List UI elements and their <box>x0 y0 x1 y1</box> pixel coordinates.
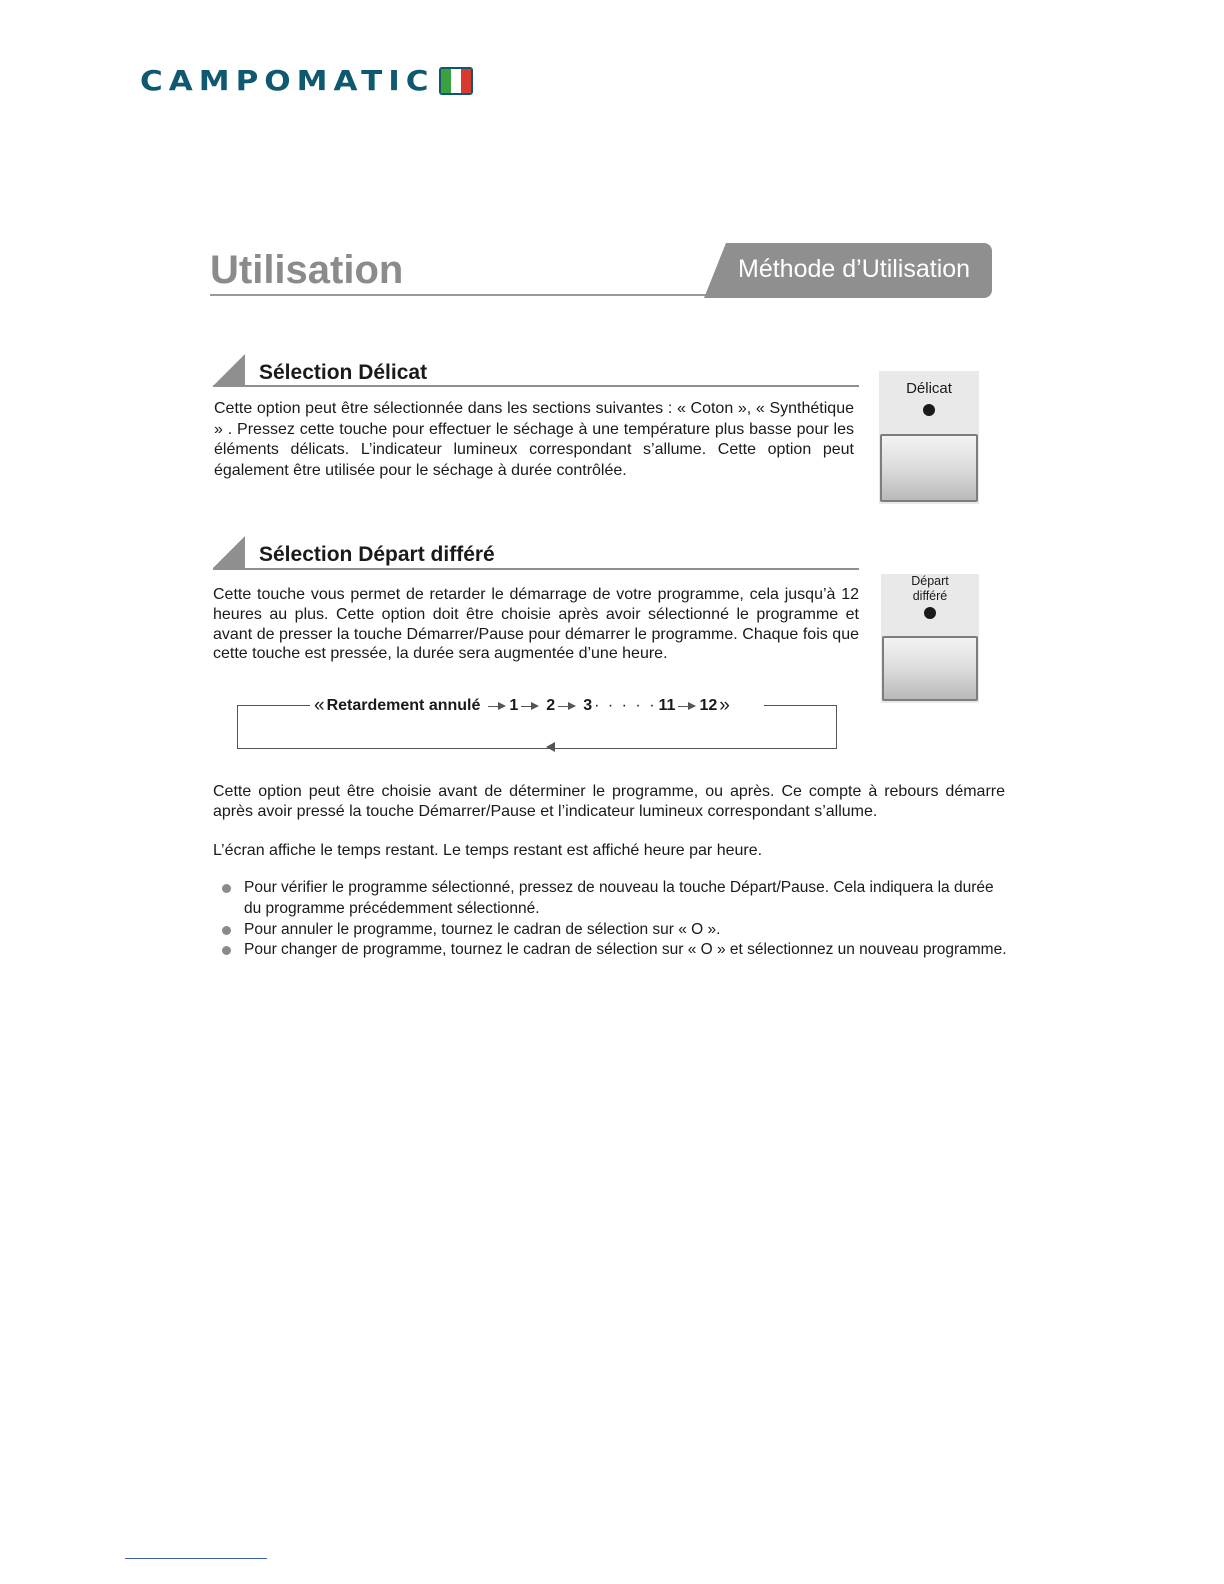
arrow-right-icon <box>678 702 696 710</box>
remaining-time-paragraph: L’écran affiche le temps restant. Le temps restant est affiché heure par heure. <box>213 842 763 859</box>
depart-differe-indicator-light <box>924 607 936 619</box>
sequence-close-quote: » <box>719 695 730 716</box>
delicat-indicator-light <box>923 404 935 416</box>
countdown-paragraph: Cette option peut être choisie avant de déterminer le programme, ou après. Ce compte à rebours démarre après avoir pressé la touche Démarrer/Pause et l’indicateur lumineux correspondant s’allume. <box>213 783 1005 820</box>
flag-stripe-red <box>461 69 471 93</box>
sequence-step: 3 <box>583 697 593 714</box>
list-item: Pour vérifier le programme sélectionné, pressez de nouveau la touche Départ/Pause. Cela indiquera la durée du programme précédemment sélectionné. <box>222 878 1007 920</box>
tips-list <box>222 878 1007 961</box>
flag-stripe-white <box>451 69 461 93</box>
sequence-step: 11 <box>658 697 676 714</box>
arrow-right-icon <box>558 702 576 710</box>
depart-differe-button[interactable] <box>882 636 978 701</box>
section-title-delicat: Sélection Délicat <box>259 361 428 384</box>
sequence-open-quote: « <box>314 695 325 716</box>
arrow-left-icon <box>546 742 555 752</box>
section-marker-icon <box>213 536 245 568</box>
arrow-right-icon <box>521 702 539 710</box>
header-divider <box>210 294 720 296</box>
sequence-dots: · · · · · <box>594 697 657 714</box>
arrow-right-icon <box>488 702 506 710</box>
sequence-step: 12 <box>699 697 718 714</box>
delicat-panel-label: Délicat <box>906 380 952 397</box>
section-marker-icon <box>213 354 245 386</box>
depart-differe-label-line1: Départ <box>911 574 949 588</box>
depart-differe-panel <box>881 574 979 703</box>
flag-icon <box>439 67 473 95</box>
section-divider <box>213 568 859 570</box>
section-divider <box>213 385 859 387</box>
section-body-delicat: Cette option peut être sélectionnée dans les sections suivantes : « Coton », « Synthétique » . Pressez cette touche pour effectuer le séchage à une température plus basse pour les éléments délicats. L’indicateur lumineux correspondant s’allume. Cette option peut également être utilisée pour le séchage à durée contrôlée. <box>214 400 854 479</box>
list-item: Pour annuler le programme, tournez le cadran de sélection sur « O ». <box>222 920 1007 941</box>
sequence-start-label: Retardement annulé <box>326 697 481 714</box>
delicat-button[interactable] <box>880 434 978 502</box>
depart-differe-label-line2: différé <box>912 589 948 603</box>
section-body-depart-differe: Cette touche vous permet de retarder le démarrage de votre programme, cela jusqu’à 12 heures au plus. Cette option doit être choisie après avoir sélectionné le programme et avant de presser la touche Démarrer/Pause pour démarrer le programme. Chaque fois que cette touche est pressée, la durée sera augmentée d’une heure. <box>213 586 859 663</box>
section-title-depart-differe: Sélection Départ différé <box>259 543 495 566</box>
header-tab-label: Méthode d’Utilisation <box>738 255 971 283</box>
sequence-step: 2 <box>546 697 556 714</box>
sequence-step: 1 <box>509 697 519 714</box>
flag-stripe-green <box>441 69 451 93</box>
brand-logo <box>140 64 473 98</box>
depart-differe-panel-label <box>881 574 979 604</box>
list-item: Pour changer de programme, tournez le cadran de sélection sur « O » et sélectionnez un nouveau programme. <box>222 940 1007 961</box>
delicat-panel <box>879 371 979 504</box>
footer-divider <box>125 1558 267 1559</box>
delay-sequence <box>312 694 732 718</box>
page-title: Utilisation <box>210 248 404 292</box>
brand-name: CAMPOMATIC <box>140 65 435 97</box>
